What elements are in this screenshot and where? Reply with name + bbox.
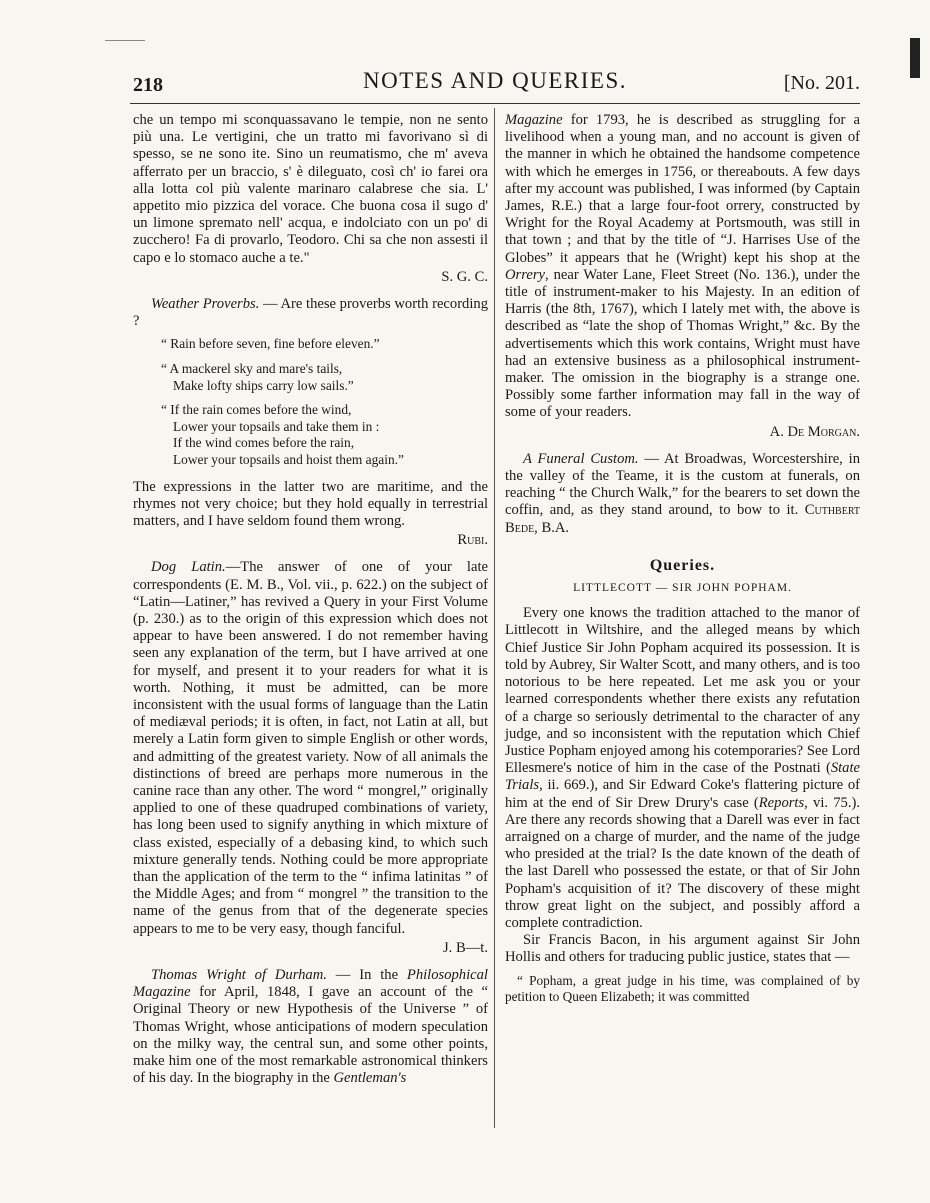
funeral-custom-signature: Cuthbert Bede, B.A.	[505, 502, 860, 536]
bacon-paragraph: Sir Francis Bacon, in his argument against Sir John Hollis and others for traducing public justice, states that —	[505, 932, 860, 966]
proverb-line: Lower your topsails and hoist them again.”	[173, 452, 404, 467]
dog-latin-title: Dog Latin.	[151, 559, 226, 576]
italian-letter-signature: S. G. C.	[441, 268, 488, 285]
thomas-wright-continued: Magazine for 1793, he is described as struggling for a livelihood when a young man, and no account is given of the manner in which he obtained the handsome competence with which he emerges in 1756, or thereabouts. A few days after my account was published, I was informed (by Captain James, R.E.) that a large four-foot orrery, constructed by Wright for the Royal Academy at Portsmouth, was still in that town ; and that by the title of “J. Harrises Use of the Globes” it appears that he (Wright) kept his shop at the Orrery, near Water Lane, Fleet Street (No. 136.), under the title of instrument-maker to his Majesty. In an edition of Harris (the 8th, 1767), which I lately met with, the above is described as “late the shop of Thomas Wright,” &c. By the advertisements which this work contains, Wright must have had an extensive business as a philosophical instrument-maker. The omission in the biography is a strange one. Possibly some farther information may fall in the way of some of your readers.	[505, 112, 860, 421]
proverb-line: “ If the rain comes before the wind,	[161, 402, 352, 418]
page-number: 218	[133, 74, 163, 96]
left-column	[133, 112, 488, 1088]
right-column	[505, 112, 860, 1005]
journal-title: NOTES AND QUERIES.	[362, 68, 628, 93]
funeral-custom-article: A Funeral Custom. — At Broadwas, Worcestershire, in the valley of the Teame, it is the custom at funerals, on reaching “ the Church Walk,” for the bearers to set down the coffin, and, as they stand around, to bow to it. Cuthbert Bede, B.A.	[505, 450, 860, 536]
page-header	[130, 68, 860, 104]
popham-quote: “ Popham, a great judge in his time, was complained of by petition to Queen Elizabeth; it was committed	[505, 972, 860, 1004]
dog-latin-signature: J. B—t.	[442, 939, 488, 956]
proverb-line: Make lofty ships carry low sails.”	[173, 377, 354, 393]
weather-proverbs-intro: Weather Proverbs. — Are these proverbs worth recording ?	[133, 296, 488, 330]
funeral-custom-title: A Funeral Custom.	[523, 450, 639, 467]
proverb-line: “ Rain before seven, fine before eleven.”	[161, 336, 380, 352]
italian-letter-text: che un tempo mi sconquassavano le tempie, non ne sento più una. Le vertigini, che un tratto mi favorivano sì di spesso, se ne sono ite. Sino un reumatismo, che m' aveva afferrato per un braccio, s' è dileguato, così ch' io farei ora alla lotta col più valente marinaro calabrese che sia. L' appetito mio pizzica del vorace. Che buona cosa il sugo d' un limone spremato nell' acqua, e indolciato con un po' di zucchero! Fa di provarlo, Teodoro. Chi sa che non assesti il capo e lo stomaco auche a te."	[133, 112, 488, 266]
proverb-verses	[161, 336, 488, 468]
column-divider	[494, 108, 495, 1128]
issue-number: [No. 201.	[783, 72, 860, 94]
thomas-wright-article: Thomas Wright of Durham. — In the Philosophical Magazine for April, 1848, I gave an account of the “ Original Theory or new Hypothesis of the Universe ” of Thomas Wright, whose anticipations of modern speculation on the milky way, the central sun, and some other points, make him one of the most remarkable astronomical thinkers of his day. In the biography in the Gentleman's	[133, 967, 488, 1087]
thomas-wright-title: Thomas Wright of Durham.	[151, 967, 327, 984]
scan-edge-mark	[910, 38, 920, 78]
weather-proverbs-body: The expressions in the latter two are maritime, and the rhymes not very choice; but they hold equally in terrestrial matters, and I have seldom found them wrong.	[133, 478, 488, 529]
proverb-line: Lower your topsails and take them in :	[173, 418, 380, 434]
dog-latin-article: Dog Latin.—The answer of one of your late correspondents (E. M. B., Vol. vii., p. 622.) on the subject of “Latin—Latiner,” has revived a Query in your First Volume (p. 230.) as to the origin of this expression which does not appear to have been answered. I do not remember having seen any explanation of the term, but I have arrived at one for myself, and present it to your readers for what it is worth. Nothing, it must be admitted, can be more inconsistent with the usual forms of language than the Latin of mediæval periods; it is often, in fact, not Latin at all, but merely a Latin form given to simple English or other words, and admitting of the greatest variety. Now of all animals the distinctions of breed are perhaps more numerous in the canine race than any other. The word “ mongrel,” originally applied to one of these quadruped combinations of variety, has long been used to signify anything in which mixture of class existed, especially of a debasing kind, to which such mixture generally tends. Nothing could be more appropriate than the application of the term to the “ infima latinitas ” of the Middle Ages; and from “ mongrel ” the transition to the name of the genus from that of the degenerate species appears to me to be very easy, though fanciful.	[133, 559, 489, 937]
proverb-line: “ A mackerel sky and mare's tails,	[161, 361, 343, 377]
thomas-wright-signature: A. De Morgan.	[769, 423, 860, 440]
weather-proverbs-title: Weather Proverbs.	[151, 296, 260, 313]
weather-proverbs-signature: Rubi.	[457, 532, 488, 549]
queries-heading: Queries.	[649, 556, 716, 574]
proverb-line: If the wind comes before the rain,	[173, 435, 355, 451]
littlecott-heading: LITTLECOTT — SIR JOHN POPHAM.	[573, 582, 792, 595]
top-rule-mark	[105, 40, 145, 41]
header-rule	[130, 103, 860, 104]
littlecott-article: Every one knows the tradition attached to the manor of Littlecott in Wiltshire, and the alleged means by which Chief Justice Sir John Popham acquired its possession. It is told by Aubrey, Sir Walter Scott, and many others, and is too notorious to be here repeated. Let me ask you or your learned correspondents whether there exists any refutation of a charge so seriously detrimental to the character of any judge, and so inconsistent with the reputation which Chief Justice Popham enjoyed among his cotemporaries? See Lord Ellesmere's notice of him in the case of the Postnati (State Trials, ii. 669.), and Sir Edward Coke's flattering picture of him at the end of Sir Drew Drury's case (Reports, vi. 75.). Are there any records showing that a Darell was ever in fact arraigned on a charge of murder, and the name of the judge who presided at the trial? Is the date known of the death of the last Darell who possessed the estate, or that of Sir John Popham's acquisition of it? The discovery of these might throw great light on the subject, and possibly afford a complete contradiction.	[505, 605, 860, 931]
